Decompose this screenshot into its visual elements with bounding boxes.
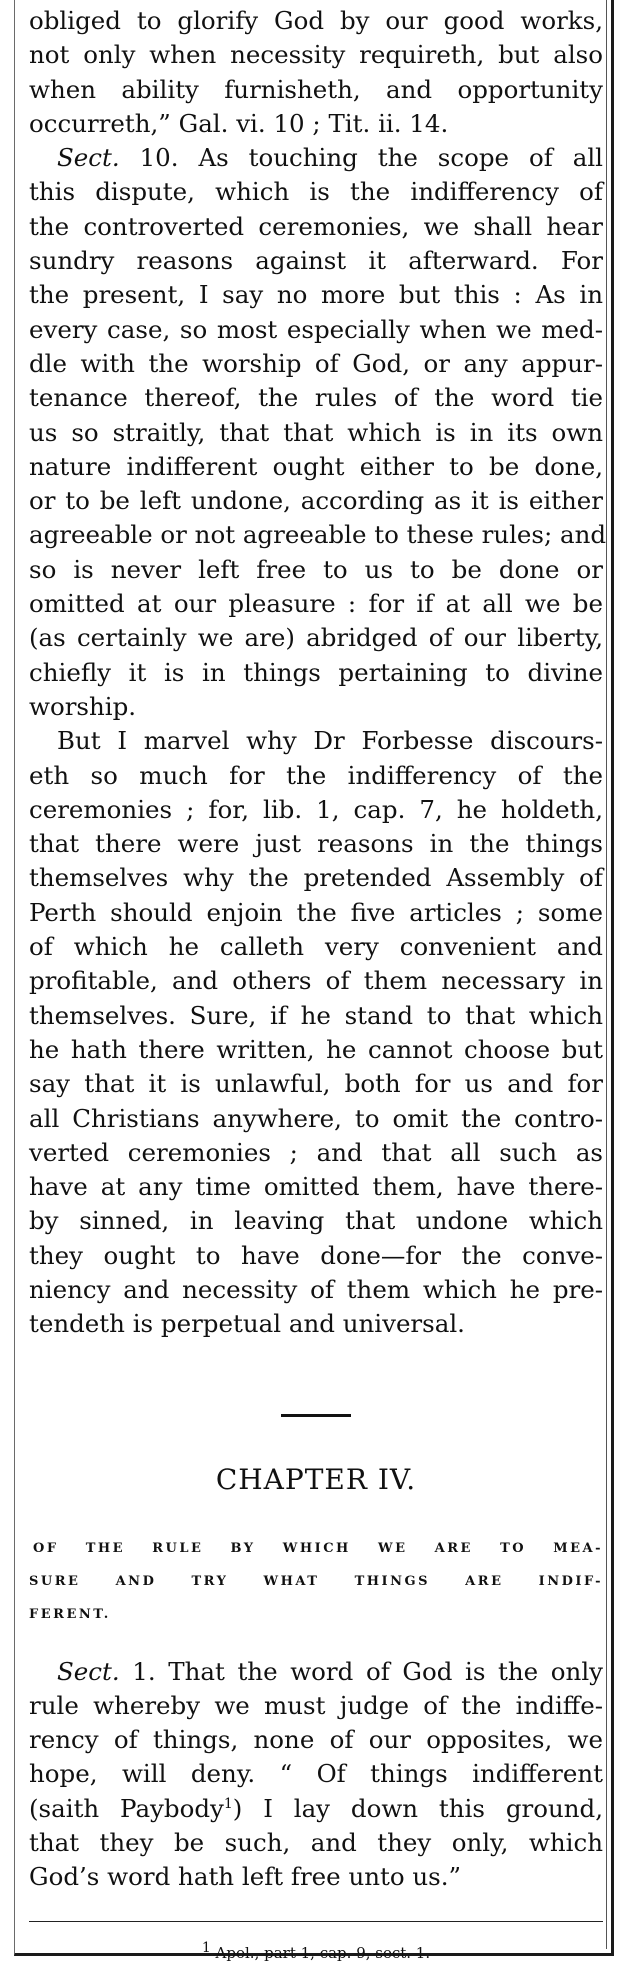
text-line: dle with the worship of God, or any appur- [29,348,603,378]
text-line [29,141,603,175]
text-line: every case, so most especially when we med- [29,314,603,344]
summary-line: OF THE RULE BY WHICH WE ARE TO MEA- [33,1540,603,1556]
paragraph-sect-1 [29,1655,603,1895]
text-line: God’s word hath left free unto us.” [29,1862,462,1892]
text-line: the present, I say no more but this : As in [29,280,603,310]
text-line: when ability furnisheth, and opportunity [29,74,603,104]
footnote [29,1936,603,1970]
text-line: chiefly it is in things pertaining to divine [29,657,603,687]
text-line: obliged to glorify God by our good works, [29,6,603,35]
section-label: Sect. [57,1656,120,1686]
text-line: have at any time omitted them, have there- [29,1172,603,1202]
paragraph-continuation [29,4,603,141]
text-line: tendeth is perpetual and universal. [29,1309,465,1339]
text-line: that there were just reasons in the things [29,829,603,859]
summary-line: FERENT. [29,1606,111,1622]
chapter-summary [29,1532,603,1631]
text-line: say that it is unlawful, both for us and for [29,1069,603,1099]
text-line: themselves why the pretended Assembly of [29,863,603,893]
section-divider [29,1342,603,1442]
text-line: profitable, and others of them necessary in [29,966,603,996]
footnote-text: Apol., part 1, cap. 9, sect. 1. [210,1943,431,1962]
chapter-heading: CHAPTER IV. [215,1462,417,1496]
footnote-rule [29,1921,603,1936]
summary-line: SURE AND TRY WHAT THINGS ARE INDIF- [29,1573,603,1589]
text-line: so is never left free to us to be done or [29,554,603,584]
text-line: not only when necessity requireth, but also [29,40,603,70]
text-line [29,1655,603,1689]
text-line: that they be such, and they only, which [29,1828,603,1858]
text-line: rule whereby we must judge of the indiffe- [29,1690,603,1720]
text-line: this dispute, which is the indifferency of [29,177,603,207]
text-line: ceremonies ; for, lib. 1, cap. 7, he holdeth, [29,794,603,824]
page [14,0,614,1962]
text-line [29,1792,603,1826]
footnote-mark: 1 [201,1939,211,1956]
text-line: worship. [29,691,137,721]
text-line: eth so much for the indifferency of the [29,760,603,790]
text-line: nature indifferent ought either to be done, [29,451,603,481]
text-line: occurreth,” Gal. vi. 10 ; Tit. ii. 14. [29,108,449,138]
text-line: Perth should enjoin the five articles ; some [29,897,603,927]
text-line: they ought to have done—for the conve- [29,1240,603,1270]
text-line: omitted at our pleasure : for if at all we be [29,589,603,619]
paragraph-sect-10 [29,141,607,724]
text-line: he hath there written, he cannot choose but [29,1034,603,1064]
text-run: (saith Paybody [29,1793,224,1823]
text-line: all Christians anywhere, to omit the contro- [29,1103,603,1133]
section-label: Sect. [57,143,120,173]
text-line: (as certainly we are) abridged of our liberty, [29,623,603,653]
text-run: 1. That the word of God is the only [119,1656,603,1686]
text-line: by sinned, in leaving that undone which [29,1206,603,1236]
text-line: the controverted ceremonies, we shall hear [29,211,603,241]
text-line: us so straitly, that that which is in its own [29,417,603,447]
text-line: niency and necessity of them which he pre- [29,1274,603,1304]
text-line: themselves. Sure, if he stand to that which [29,1000,603,1030]
text-line: or to be left undone, according as it is either [29,486,603,516]
text-line: agreeable or not agreeable to these rules; and [29,520,607,550]
text-line: rency of things, none of our opposites, we [29,1725,603,1755]
text-line: of which he calleth very convenient and [29,932,603,962]
footnote-reference: 1 [223,1795,233,1812]
page-content [29,4,607,1970]
divider-rule [281,1414,351,1417]
text-line: But I marvel why Dr Forbesse discours- [57,726,603,756]
text-line: verted ceremonies ; and that all such as [29,1137,603,1167]
paragraph-forbesse [29,724,603,1341]
text-run: 10. As touching the scope of all [119,143,603,173]
text-line: sundry reasons against it afterward. For [29,246,603,276]
text-line: tenance thereof, the rules of the word tie [29,383,603,413]
text-run: ) I lay down this ground, [232,1793,603,1823]
text-line: hope, will deny. “ Of things indifferent [29,1759,603,1789]
